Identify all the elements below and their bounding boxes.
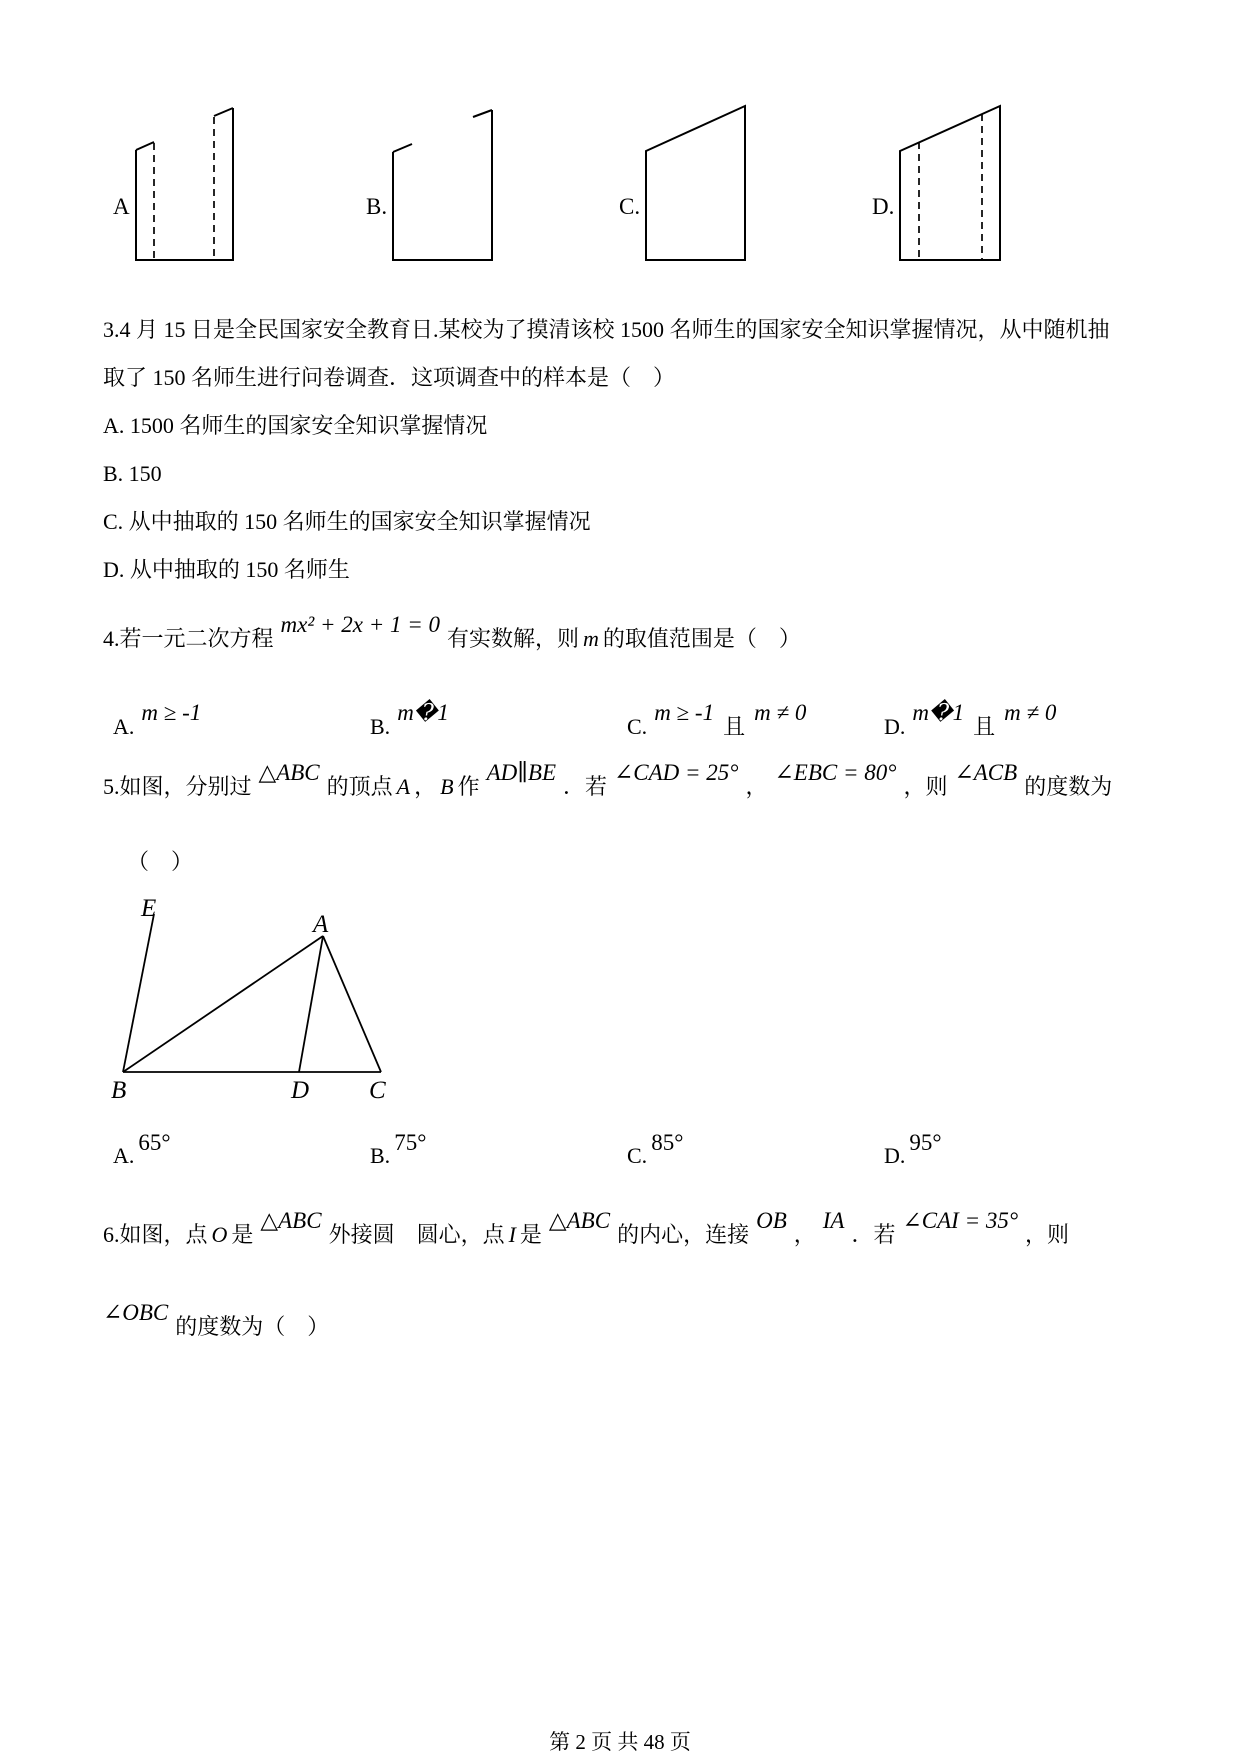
q5-option-a xyxy=(113,1130,370,1169)
q5-angle-acb-formula: ∠ACB xyxy=(954,760,1018,785)
q5-vertex-b: B xyxy=(440,774,454,799)
question-5-stem xyxy=(103,760,1112,801)
q4-option-d-conjunction: 且 xyxy=(973,714,996,739)
q6-angle-cai-formula: ∠CAI = 35° xyxy=(902,1208,1019,1233)
slant-top-quadrilateral-with-fold-lines-figure xyxy=(897,98,1003,262)
q5-option-b-value: 75° xyxy=(394,1130,427,1155)
q4-option-b-math: m�1 xyxy=(397,700,449,725)
q6-triangle-abc-formula-1: △ABC xyxy=(260,1208,322,1233)
question-3 xyxy=(103,306,1110,594)
q5-stem-text-3: ， xyxy=(414,774,437,799)
open-band-with-fold-lines-figure xyxy=(133,98,235,262)
question-4-options-row xyxy=(113,700,1141,741)
q6-stem-text-4: 是 xyxy=(519,1222,542,1247)
q5-stem-text-2: 的顶点 xyxy=(326,774,393,799)
q3-option-d: D. 从中抽取的 150 名师生 xyxy=(103,557,350,582)
q2-option-d xyxy=(872,96,1003,262)
q5-option-b-label: B. xyxy=(370,1143,391,1168)
q5-stem-text-5: ．若 xyxy=(563,774,608,799)
question-6-stem-line2 xyxy=(103,1300,329,1341)
q5-option-d xyxy=(884,1130,1141,1169)
q4-variable-m: m xyxy=(583,626,599,651)
q4-option-c-math1: m ≥ -1 xyxy=(654,700,715,725)
q3-option-b: B. 150 xyxy=(103,461,162,486)
question-5-options-row xyxy=(113,1130,1141,1169)
q2-option-d-label: D. xyxy=(872,194,895,219)
q4-option-a-math: m ≥ -1 xyxy=(141,700,202,725)
q4-option-b-label: B. xyxy=(370,714,391,739)
q4-option-d-label: D. xyxy=(884,714,906,739)
figure-label-c: C xyxy=(369,1077,386,1104)
q5-option-d-label: D. xyxy=(884,1143,906,1168)
q5-option-c xyxy=(627,1130,884,1169)
q2-option-b-label: B. xyxy=(366,194,388,219)
q4-option-a xyxy=(113,700,370,741)
figure-label-e: E xyxy=(141,895,157,922)
q6-stem-text-2: 是 xyxy=(231,1222,254,1247)
q5-option-b xyxy=(370,1130,627,1169)
q5-option-d-value: 95° xyxy=(909,1130,942,1155)
q5-option-a-label: A. xyxy=(113,1143,135,1168)
q5-stem-text-4: 作 xyxy=(457,774,480,799)
q6-stem-text-9: 的度数为（ ） xyxy=(175,1314,330,1339)
q6-stem-text-7: ．若 xyxy=(851,1222,896,1247)
q3-stem-line1: 3.4 月 15 日是全民国家安全教育日.某校为了摸清该校 1500 名师生的国家安全知识掌握情况，从中随机抽 xyxy=(103,317,1110,342)
q2-option-a-label: A xyxy=(113,194,130,219)
q4-option-c-math2: m ≠ 0 xyxy=(754,700,807,725)
q5-triangle-abc-formula: △ABC xyxy=(258,760,320,785)
q4-option-d-math1: m�1 xyxy=(912,700,965,725)
q6-segment-ia-formula: IA xyxy=(822,1208,845,1233)
q2-figure-options-row xyxy=(113,96,1003,262)
figure-label-b: B xyxy=(111,1077,127,1104)
q6-stem-text-5: 的内心，连接 xyxy=(617,1222,750,1247)
q5-option-a-value: 65° xyxy=(138,1130,171,1155)
q6-point-o: O xyxy=(211,1222,228,1247)
q4-stem-text-1: 4.若一元二次方程 xyxy=(103,626,274,651)
q4-option-d-math2: m ≠ 0 xyxy=(1004,700,1057,725)
q6-triangle-abc-formula-2: △ABC xyxy=(548,1208,611,1233)
q5-angle-ebc-formula: ∠EBC = 80° xyxy=(774,760,897,785)
q5-option-c-label: C. xyxy=(627,1143,648,1168)
q5-parallel-formula: AD∥BE xyxy=(486,760,556,785)
q5-answer-parentheses: （ ） xyxy=(127,849,194,874)
q5-stem-text-6: ， xyxy=(745,774,768,799)
figure-label-a: A xyxy=(313,911,329,938)
q4-option-c xyxy=(627,700,884,741)
q2-option-c-label: C. xyxy=(619,194,641,219)
q5-stem-text-7: ，则 xyxy=(903,774,948,799)
q5-angle-cad-formula: ∠CAD = 25° xyxy=(614,760,739,785)
q3-stem-line2: 取了 150 名师生进行问卷调查．这项调查中的样本是（ ） xyxy=(103,365,676,390)
figure-label-d: D xyxy=(291,1077,310,1104)
q6-stem-text-1: 6.如图，点 xyxy=(103,1222,208,1247)
q6-stem-text-3: 外接圆 圆心，点 xyxy=(328,1222,505,1247)
page-number-footer: 第 2 页 共 48 页 xyxy=(549,1730,691,1754)
q4-stem-text-3: 的取值范围是（ ） xyxy=(602,626,801,651)
q4-option-b xyxy=(370,700,627,741)
q5-option-c-value: 85° xyxy=(651,1130,684,1155)
q4-equation-formula: mx² + 2x + 1 = 0 xyxy=(280,612,440,637)
q4-stem-text-2: 有实数解，则 xyxy=(447,626,580,651)
q5-triangle-geometry-figure xyxy=(105,890,405,1110)
q4-option-c-label: C. xyxy=(627,714,648,739)
q6-angle-obc-formula: ∠OBC xyxy=(103,1300,169,1325)
open-band-figure xyxy=(390,98,495,262)
q6-point-i: I xyxy=(508,1222,516,1247)
question-6-stem-line1 xyxy=(103,1208,1069,1249)
q6-segment-ob-formula: OB xyxy=(756,1208,787,1233)
q3-option-c: C. 从中抽取的 150 名师生的国家安全知识掌握情况 xyxy=(103,509,591,534)
q6-stem-text-8: ，则 xyxy=(1025,1222,1070,1247)
slant-top-quadrilateral-figure xyxy=(643,98,747,262)
q2-option-c xyxy=(619,96,872,262)
q4-option-d xyxy=(884,700,1141,741)
q2-option-b xyxy=(366,96,619,262)
q4-option-a-label: A. xyxy=(113,714,135,739)
q4-option-c-conjunction: 且 xyxy=(723,714,746,739)
q6-stem-text-6: ， xyxy=(793,1222,816,1247)
q5-vertex-a: A xyxy=(396,774,411,799)
q5-stem-text-8: 的度数为 xyxy=(1024,774,1113,799)
q3-option-a: A. 1500 名师生的国家安全知识掌握情况 xyxy=(103,413,488,438)
q5-stem-text-1: 5.如图，分别过 xyxy=(103,774,252,799)
q2-option-a xyxy=(113,96,366,262)
question-4-stem xyxy=(103,612,801,653)
